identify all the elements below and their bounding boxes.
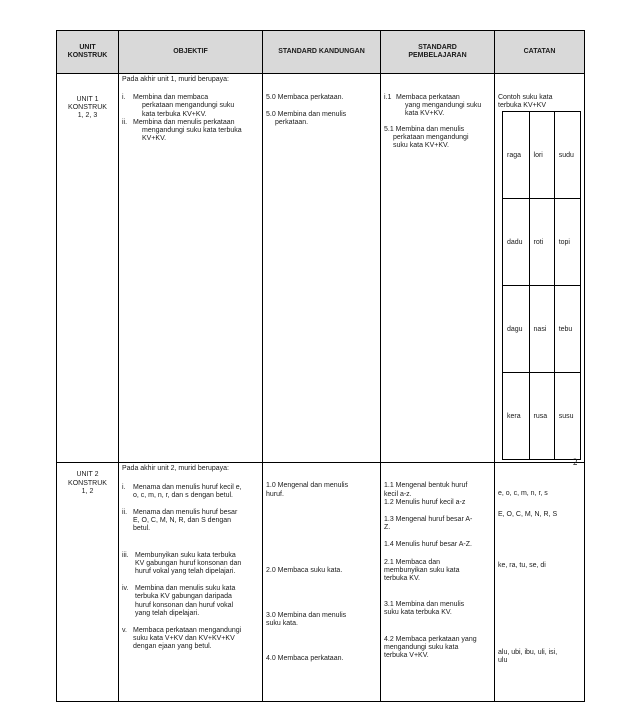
- table-row: [57, 463, 585, 702]
- sk-line: 3.0 Membina dan menulis: [266, 612, 347, 620]
- header-sp-line: PEMBELAJARAN: [408, 52, 467, 59]
- header-unit-line: KONSTRUK: [67, 52, 108, 59]
- objective-line: perkataan mengandungi suku: [142, 102, 235, 110]
- objective-line: KV+KV.: [142, 135, 167, 143]
- sp-line: 1.3 Mengenal huruf besar A-: [384, 516, 473, 524]
- catatan-line: ulu: [498, 657, 508, 665]
- objective-line: Menama dan menulis huruf kecil e,: [133, 483, 242, 491]
- catatan-line: E, O, C, M, N, R, S: [498, 510, 558, 518]
- objective-item: [122, 585, 259, 618]
- objective-intro: Pada akhir unit 1, murid berupaya:: [122, 76, 230, 83]
- objective-line: Menama dan menulis huruf besar: [133, 509, 238, 517]
- objective-number: iii.: [122, 551, 129, 559]
- unit-cell: [57, 463, 119, 702]
- objective-line: o, c, m, n, r, dan s dengan betul.: [133, 491, 234, 499]
- syllable-row: [503, 373, 581, 460]
- unit-label: KONSTRUK: [68, 104, 107, 112]
- objective-item: [122, 484, 259, 500]
- catatan-line: terbuka KV+KV: [498, 102, 547, 110]
- objective-intro: Pada akhir unit 2, murid berupaya:: [122, 465, 230, 473]
- objective-item: [122, 94, 259, 119]
- header-unit: [57, 31, 119, 74]
- objective-item: [122, 552, 259, 577]
- unit-label: UNIT 2: [76, 471, 99, 479]
- header-unit-line: UNIT: [79, 43, 96, 51]
- sp-line: suku kata terbuka KV.: [384, 609, 452, 617]
- header-sp-line: STANDARD: [418, 43, 457, 51]
- syllable-word: rusa: [529, 373, 554, 460]
- header-standard-pembelajaran: [381, 31, 495, 74]
- sp-line: 2.1 Membaca dan: [384, 558, 441, 566]
- objective-item: [122, 509, 259, 534]
- catatan-line: ke, ra, tu, se, di: [498, 561, 546, 569]
- objective-item: [122, 119, 259, 144]
- objective-number: v.: [122, 627, 127, 635]
- objective-line: Membaca perkataan mengandungi: [133, 627, 242, 635]
- catatan-line: alu, ubi, ibu, uli, isi,: [498, 649, 558, 657]
- sk-line: 2.0 Membaca suku kata.: [266, 566, 343, 574]
- syllable-word: tebu: [554, 286, 580, 373]
- sp-line: terbuka V+KV.: [384, 652, 429, 660]
- objective-line: mengandungi suku kata terbuka: [142, 127, 242, 135]
- objective-number: ii.: [122, 509, 128, 517]
- objective-line: suku kata V+KV dan KV+KV+KV: [133, 635, 235, 643]
- sp-line: 3.1 Membina dan menulis: [384, 601, 465, 609]
- sp-line: 1.4 Menulis huruf besar A-Z.: [384, 541, 472, 549]
- sp-line: mengandungi suku kata: [384, 643, 459, 651]
- standard-kandungan-cell: [263, 463, 381, 702]
- objective-line: terbuka KV gabungan daripada: [135, 593, 232, 601]
- sp-line: yang mengandungi suku: [405, 102, 482, 110]
- objective-line: dengan ejaan yang betul.: [133, 643, 212, 651]
- objective-line: Membina dan membaca: [133, 94, 209, 102]
- unit-label: 1, 2: [81, 487, 94, 495]
- sp-line: kecil a-z.: [384, 490, 412, 498]
- syllable-word: kera: [503, 373, 530, 460]
- standard-pembelajaran-cell: [381, 463, 495, 702]
- syllable-row: [503, 199, 581, 286]
- syllable-word: sudu: [554, 112, 580, 199]
- catatan-cell: [495, 463, 585, 702]
- syllable-word: topi: [554, 199, 580, 286]
- syllable-row: [503, 112, 581, 199]
- objektif-cell: [119, 74, 263, 463]
- objective-number: ii.: [122, 118, 128, 126]
- sp-line: suku kata KV+KV.: [393, 142, 449, 150]
- objective-line: kata terbuka KV+KV.: [142, 110, 207, 118]
- objective-number: i.: [122, 94, 126, 102]
- unit-label: KONSTRUK: [68, 479, 107, 487]
- unit-label: 1, 2, 3: [77, 112, 98, 120]
- objektif-cell: [119, 463, 263, 702]
- sk-line: 4.0 Membaca perkataan.: [266, 655, 344, 663]
- objective-number: iv.: [122, 585, 129, 593]
- header-objektif: OBJEKTIF: [119, 31, 263, 74]
- objective-line: KV gabungan huruf konsonan dan: [135, 559, 242, 567]
- sp-line: 1.2 Menulis huruf kecil a-z: [384, 498, 466, 506]
- header-catatan: CATATAN: [495, 31, 585, 74]
- syllable-word: nasi: [529, 286, 554, 373]
- sk-line: huruf.: [266, 490, 284, 498]
- sk-line: 5.0 Membaca perkataan.: [266, 94, 344, 101]
- syllable-row: [503, 286, 581, 373]
- curriculum-table: [56, 30, 585, 702]
- table-row: [57, 74, 585, 463]
- sp-line: 4.2 Membaca perkataan yang: [384, 635, 477, 643]
- objective-line: Membina dan menulis suku kata: [135, 585, 236, 593]
- sk-line: perkataan.: [275, 119, 309, 127]
- syllable-word: dadu: [503, 199, 530, 286]
- sp-line: Z.: [384, 524, 391, 532]
- objective-line: huruf konsonan dan huruf vokal: [135, 601, 234, 609]
- standard-kandungan-cell: [263, 74, 381, 463]
- objective-line: betul.: [133, 525, 151, 533]
- syllable-table: [502, 111, 581, 460]
- sp-item: [384, 94, 491, 119]
- objective-line: E, O, C, M, N, R, dan S dengan: [133, 517, 232, 525]
- objective-line: Membina dan menulis perkataan: [133, 118, 235, 126]
- sp-line: membunyikan suku kata: [384, 566, 460, 574]
- syllable-word: roti: [529, 199, 554, 286]
- syllable-word: lori: [529, 112, 554, 199]
- sp-line: terbuka KV.: [384, 575, 420, 583]
- catatan-line: Contoh suku kata: [498, 94, 553, 101]
- catatan-cell: [495, 74, 585, 463]
- unit-label: UNIT 1: [76, 96, 99, 103]
- sp-line: kata KV+KV.: [405, 110, 445, 118]
- objective-number: i.: [122, 483, 126, 491]
- sk-line: 5.0 Membina dan menulis: [266, 111, 347, 119]
- syllable-word: raga: [503, 112, 530, 199]
- page-number: 2: [573, 457, 578, 467]
- sk-line: 1.0 Mengenal dan menulis: [266, 482, 349, 490]
- header-standard-kandungan: STANDARD KANDUNGAN: [263, 31, 381, 74]
- header-row: [57, 31, 585, 74]
- sp-line: Membaca perkataan: [396, 94, 460, 101]
- sp-line: perkataan mengandungi: [393, 133, 469, 141]
- sk-line: suku kata.: [266, 620, 298, 628]
- objective-line: huruf vokal yang telah dipelajari.: [135, 568, 236, 576]
- sp-line: 5.1 Membina dan menulis: [384, 125, 465, 133]
- unit-cell: [57, 74, 119, 463]
- syllable-word: susu: [554, 373, 580, 460]
- sp-number: i.1: [384, 94, 392, 101]
- catatan-line: e, o, c, m, n, r, s: [498, 490, 548, 498]
- sp-line: 1.1 Mengenal bentuk huruf: [384, 482, 468, 490]
- objective-item: [122, 627, 259, 652]
- syllable-word: dagu: [503, 286, 530, 373]
- objective-line: Membunyikan suku kata terbuka: [135, 551, 236, 559]
- standard-pembelajaran-cell: [381, 74, 495, 463]
- objective-line: yang telah dipelajari.: [135, 609, 200, 617]
